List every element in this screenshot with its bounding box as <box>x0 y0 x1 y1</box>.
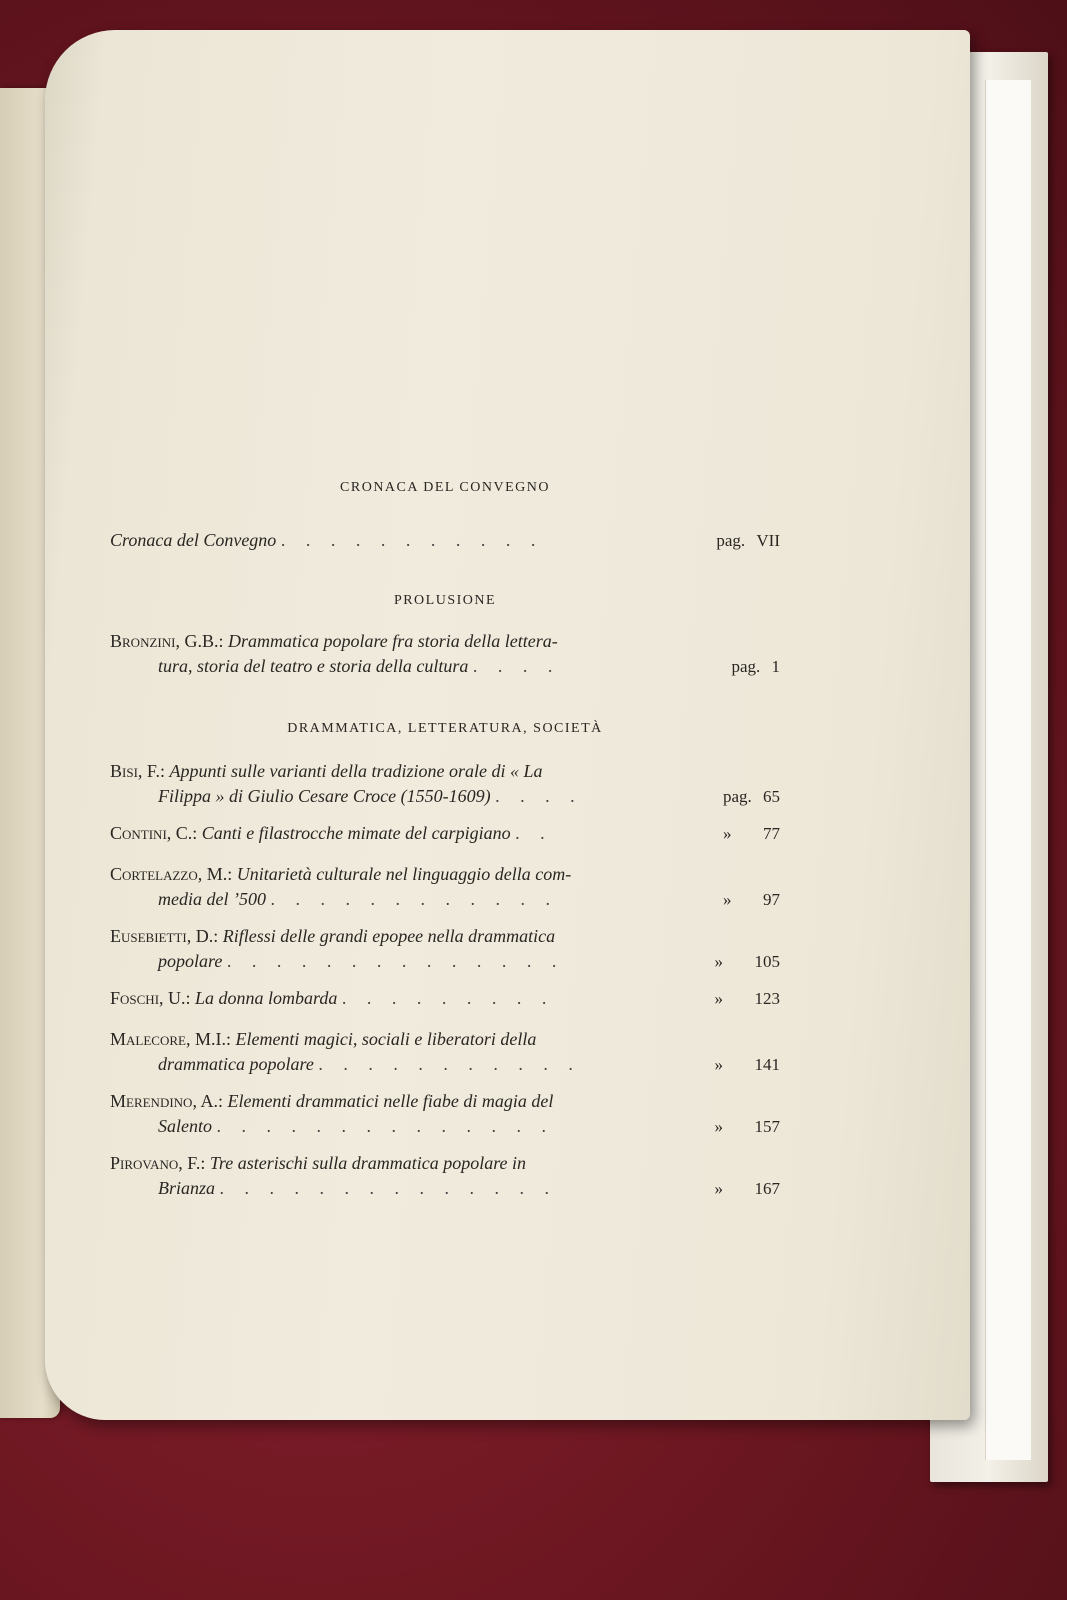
entry-author: Merendino, A.: <box>110 1091 223 1111</box>
page-prefix: » <box>714 989 723 1008</box>
toc-entry <box>110 629 780 679</box>
page-number: 77 <box>763 824 780 843</box>
entry-title-continuation <box>110 1176 670 1201</box>
page-prefix: » <box>714 1055 723 1074</box>
cover-inner-edge <box>985 80 1031 1460</box>
entry-title: Elementi drammatici nelle fiabe di magia del <box>227 1091 554 1111</box>
page-number: 141 <box>754 1055 780 1074</box>
entry-title-continuation <box>110 887 670 912</box>
entry-title: Riflessi delle grandi epopee nella drammatica <box>222 926 556 946</box>
entry-author: Pirovano, F.: <box>110 1153 206 1173</box>
entry-title: Appunti sulle varianti della tradizione orale di « La <box>169 761 543 781</box>
entry-author: Malecore, M.I.: <box>110 1029 231 1049</box>
entry-author: Contini, C.: <box>110 823 198 843</box>
page-prefix: » <box>714 1179 723 1198</box>
entry-title: Cronaca del Convegno <box>110 530 277 550</box>
entry-title-continuation <box>110 1052 670 1077</box>
entry-title-continuation <box>110 949 670 974</box>
section-heading: CRONACA DEL CONVEGNO <box>340 480 550 495</box>
page-reference <box>680 887 780 912</box>
page-number: 157 <box>754 1117 780 1136</box>
entry-title-line2: media del ’500 <box>158 889 266 909</box>
page-prefix: » <box>714 952 723 971</box>
page-prefix: pag. <box>731 657 761 676</box>
page-reference <box>680 784 780 809</box>
page-prefix: » <box>723 824 732 843</box>
leader-dots: . . . . <box>495 786 583 806</box>
page-reference <box>680 1176 780 1201</box>
entry-title: Canti e filastrocche mimate del carpigiano <box>201 823 511 843</box>
page-reference <box>680 949 780 974</box>
page-prefix: » <box>723 890 732 909</box>
entry-title-line2: tura, storia del teatro e storia della cultura <box>158 656 469 676</box>
leader-dots: . . . . . . . . . . . <box>280 530 544 550</box>
entry-title: La donna lombarda <box>195 988 338 1008</box>
page-reference <box>680 654 780 679</box>
toc-entry <box>110 924 780 974</box>
page-reference <box>680 1052 780 1077</box>
toc-entry <box>110 821 780 846</box>
page-reference <box>680 821 780 846</box>
leader-dots: . . . . . . . . . . . . . . <box>216 1116 554 1136</box>
entry-author: Bisi, F.: <box>110 761 165 781</box>
entry-title-continuation <box>110 784 670 809</box>
leader-dots: . . . . . . . . . <box>341 988 555 1008</box>
entry-title: Unitarietà culturale nel linguaggio della com- <box>236 864 572 884</box>
toc-entry <box>110 1089 780 1139</box>
section-heading: PROLUSIONE <box>393 593 497 608</box>
page-number: 123 <box>754 989 780 1008</box>
entry-author: Cortelazzo, M.: <box>110 864 233 884</box>
page-prefix: » <box>714 1117 723 1136</box>
entry-title: Drammatica popolare fra storia della lettera- <box>227 631 558 651</box>
toc-entry <box>110 528 780 553</box>
entry-title: Tre asterischi sulla drammatica popolare in <box>209 1153 527 1173</box>
toc-entry <box>110 986 780 1011</box>
page-reference <box>680 986 780 1011</box>
entry-author: Bronzini, G.B.: <box>110 631 224 651</box>
leader-dots: . . . . . . . . . . . . . . <box>219 1178 558 1198</box>
entry-title: Elementi magici, sociali e liberatori della <box>235 1029 537 1049</box>
entry-title-line2: Salento <box>158 1116 212 1136</box>
toc-entry <box>110 862 780 912</box>
entry-title-continuation <box>110 654 670 679</box>
page-prefix: pag. <box>716 531 746 550</box>
table-of-contents <box>110 480 780 1213</box>
leader-dots: . . . . <box>472 656 561 676</box>
leader-dots: . . . . . . . . . . . <box>318 1054 581 1074</box>
page-number: 105 <box>754 952 780 971</box>
entry-title-continuation <box>110 1114 670 1139</box>
leader-dots: . . . . . . . . . . . . . . <box>226 951 565 971</box>
entry-title-line2: drammatica popolare <box>158 1054 314 1074</box>
entry-author: Eusebietti, D.: <box>110 926 219 946</box>
leader-dots: . . <box>515 823 553 843</box>
page-number: 1 <box>771 657 780 676</box>
page-number: 167 <box>754 1179 780 1198</box>
section-heading: DRAMMATICA, LETTERATURA, SOCIETÀ <box>287 721 603 736</box>
leader-dots: . . . . . . . . . . . . <box>270 889 558 909</box>
page-reference <box>680 528 780 553</box>
page-number: 65 <box>763 787 780 806</box>
entry-title-line2: Brianza <box>158 1178 216 1198</box>
toc-entry <box>110 1027 780 1077</box>
toc-entry <box>110 1151 780 1201</box>
entry-author: Foschi, U.: <box>110 988 191 1008</box>
entry-title-line2: Filippa » di Giulio Cesare Croce (1550-1609) <box>158 786 491 806</box>
page-number: 97 <box>763 890 780 909</box>
page-number: VII <box>756 531 780 550</box>
entry-title-line2: popolare <box>158 951 223 971</box>
toc-entry <box>110 759 780 809</box>
page-prefix: pag. <box>723 787 752 806</box>
page-reference <box>680 1114 780 1139</box>
